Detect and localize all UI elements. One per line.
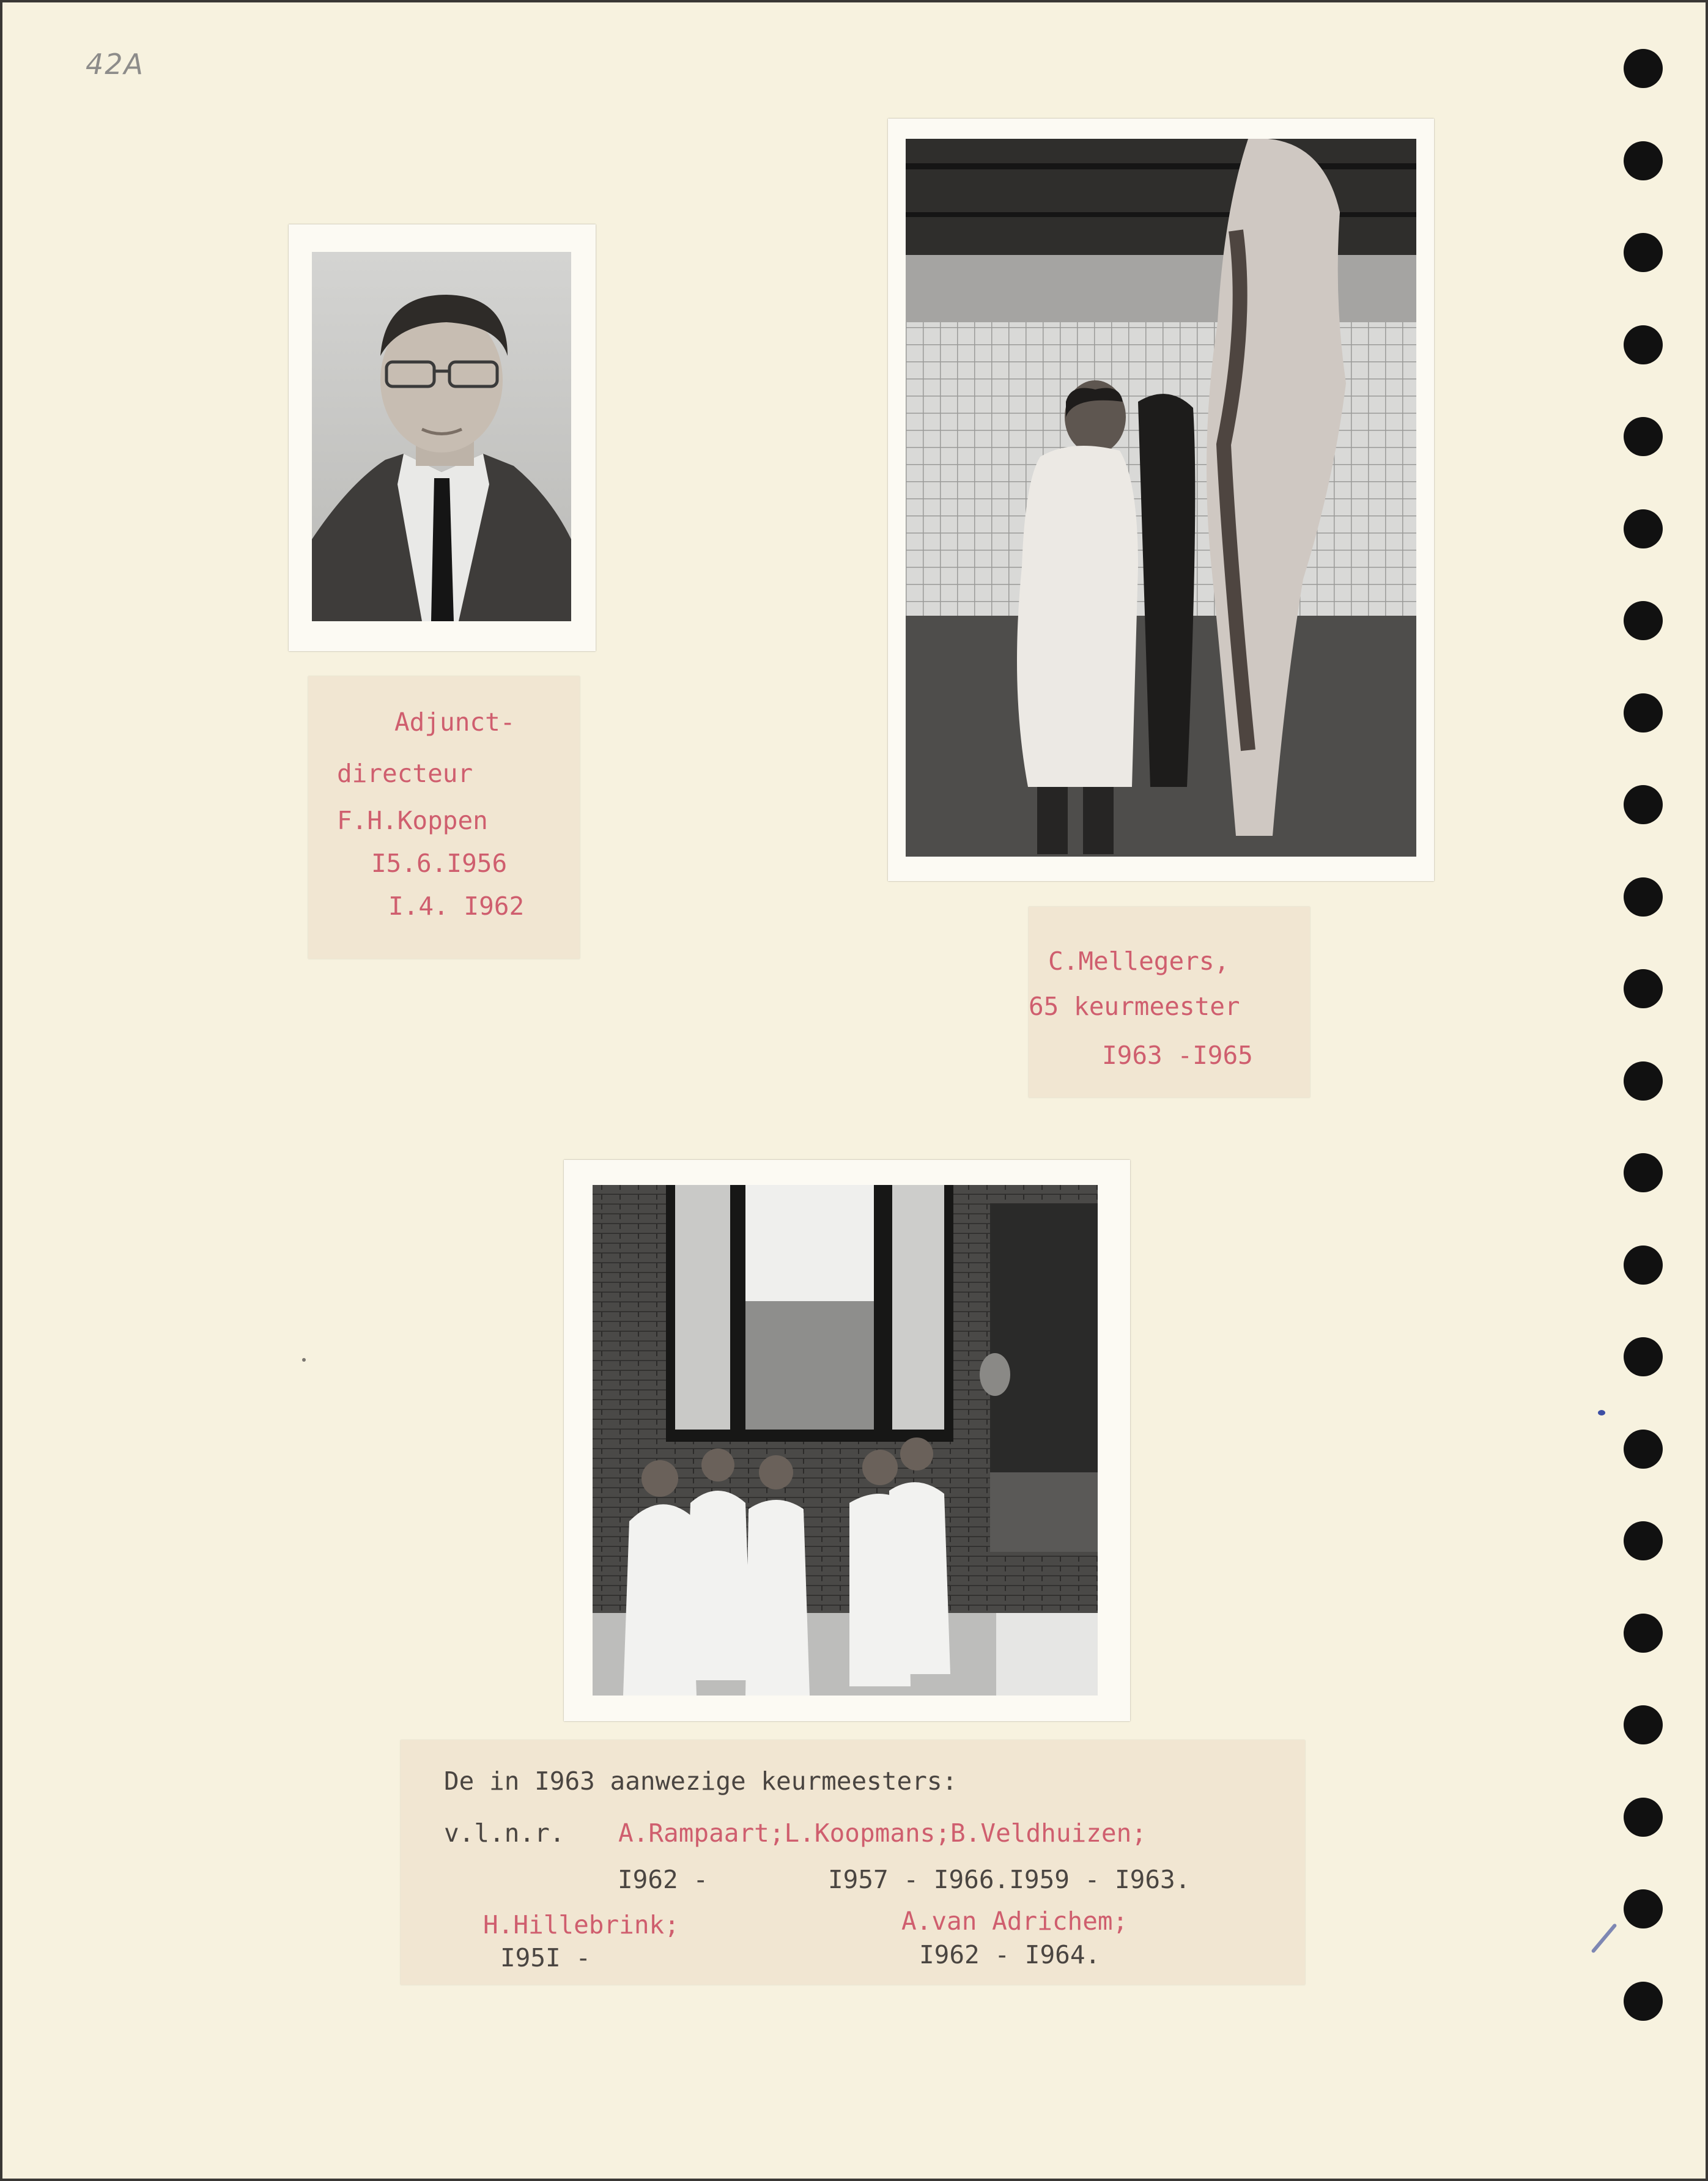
binding-hole (1624, 1982, 1663, 2021)
portrait-photo (289, 224, 596, 651)
binding-hole (1624, 325, 1663, 364)
binding-hole (1624, 877, 1663, 917)
binding-hole (1624, 601, 1663, 640)
caption-koppen-line-3: F.H.Koppen (337, 806, 488, 835)
binding-hole (1624, 417, 1663, 456)
caption-group-years-rampaart: I962 - (618, 1865, 709, 1894)
caption-mellegers (1029, 907, 1310, 1098)
binding-hole (1624, 233, 1663, 272)
binding-hole (1624, 1614, 1663, 1653)
binding-hole (1624, 509, 1663, 548)
caption-group-years-koopmans-veldhuizen: I957 - I966.I959 - I963. (828, 1865, 1191, 1894)
caption-koppen-line-1: Adjunct- (394, 707, 516, 737)
caption-group-years-adrichem: I962 - I964. (919, 1940, 1101, 1969)
slaughterhouse-photo (888, 119, 1434, 881)
blue-ink-mark (1598, 1410, 1605, 1415)
caption-group-names-row1: A.Rampaart;L.Koopmans;B.Veldhuizen; (618, 1818, 1147, 1848)
caption-koppen (308, 676, 580, 959)
caption-group-name-adrichem: A.van Adrichem; (901, 1906, 1128, 1936)
caption-mellegers-line-3: I963 -I965 (1102, 1041, 1253, 1070)
group-photo-image (593, 1185, 1098, 1696)
caption-group (401, 1740, 1305, 1985)
binding-hole (1624, 141, 1663, 180)
caption-group-prefix: v.l.n.r. (444, 1818, 565, 1848)
pencil-stroke (1591, 1923, 1617, 1954)
caption-mellegers-line-2: 65 keurmeester (1029, 992, 1240, 1021)
binding-hole (1624, 1798, 1663, 1837)
binding-hole (1624, 1705, 1663, 1744)
caption-group-name-hillebrink: H.Hillebrink; (483, 1910, 679, 1939)
caption-koppen-line-2: directeur (337, 759, 473, 788)
pencil-page-number: 42A (86, 48, 145, 81)
group-photo (564, 1160, 1130, 1721)
binding-hole (1624, 1245, 1663, 1285)
binding-hole (1624, 969, 1663, 1008)
slaughterhouse-photo-image (906, 139, 1416, 857)
portrait-photo-image (312, 252, 571, 621)
binding-hole (1624, 1153, 1663, 1192)
caption-group-heading: De in I963 aanwezige keurmeesters: (444, 1766, 958, 1796)
binding-hole (1624, 1521, 1663, 1560)
binding-hole (1624, 1337, 1663, 1376)
binding-hole (1624, 1430, 1663, 1469)
binding-hole (1624, 49, 1663, 88)
caption-koppen-line-4: I5.6.I956 (371, 849, 508, 878)
caption-mellegers-line-1: C.Mellegers, (1048, 947, 1230, 976)
binding-hole (1624, 1061, 1663, 1101)
caption-koppen-line-5: I.4. I962 (388, 891, 525, 921)
caption-group-years-hillebrink: I95I - (500, 1943, 591, 1972)
binding-hole (1624, 693, 1663, 733)
ink-speck (302, 1358, 306, 1362)
binding-hole (1624, 1889, 1663, 1928)
binding-hole (1624, 785, 1663, 824)
